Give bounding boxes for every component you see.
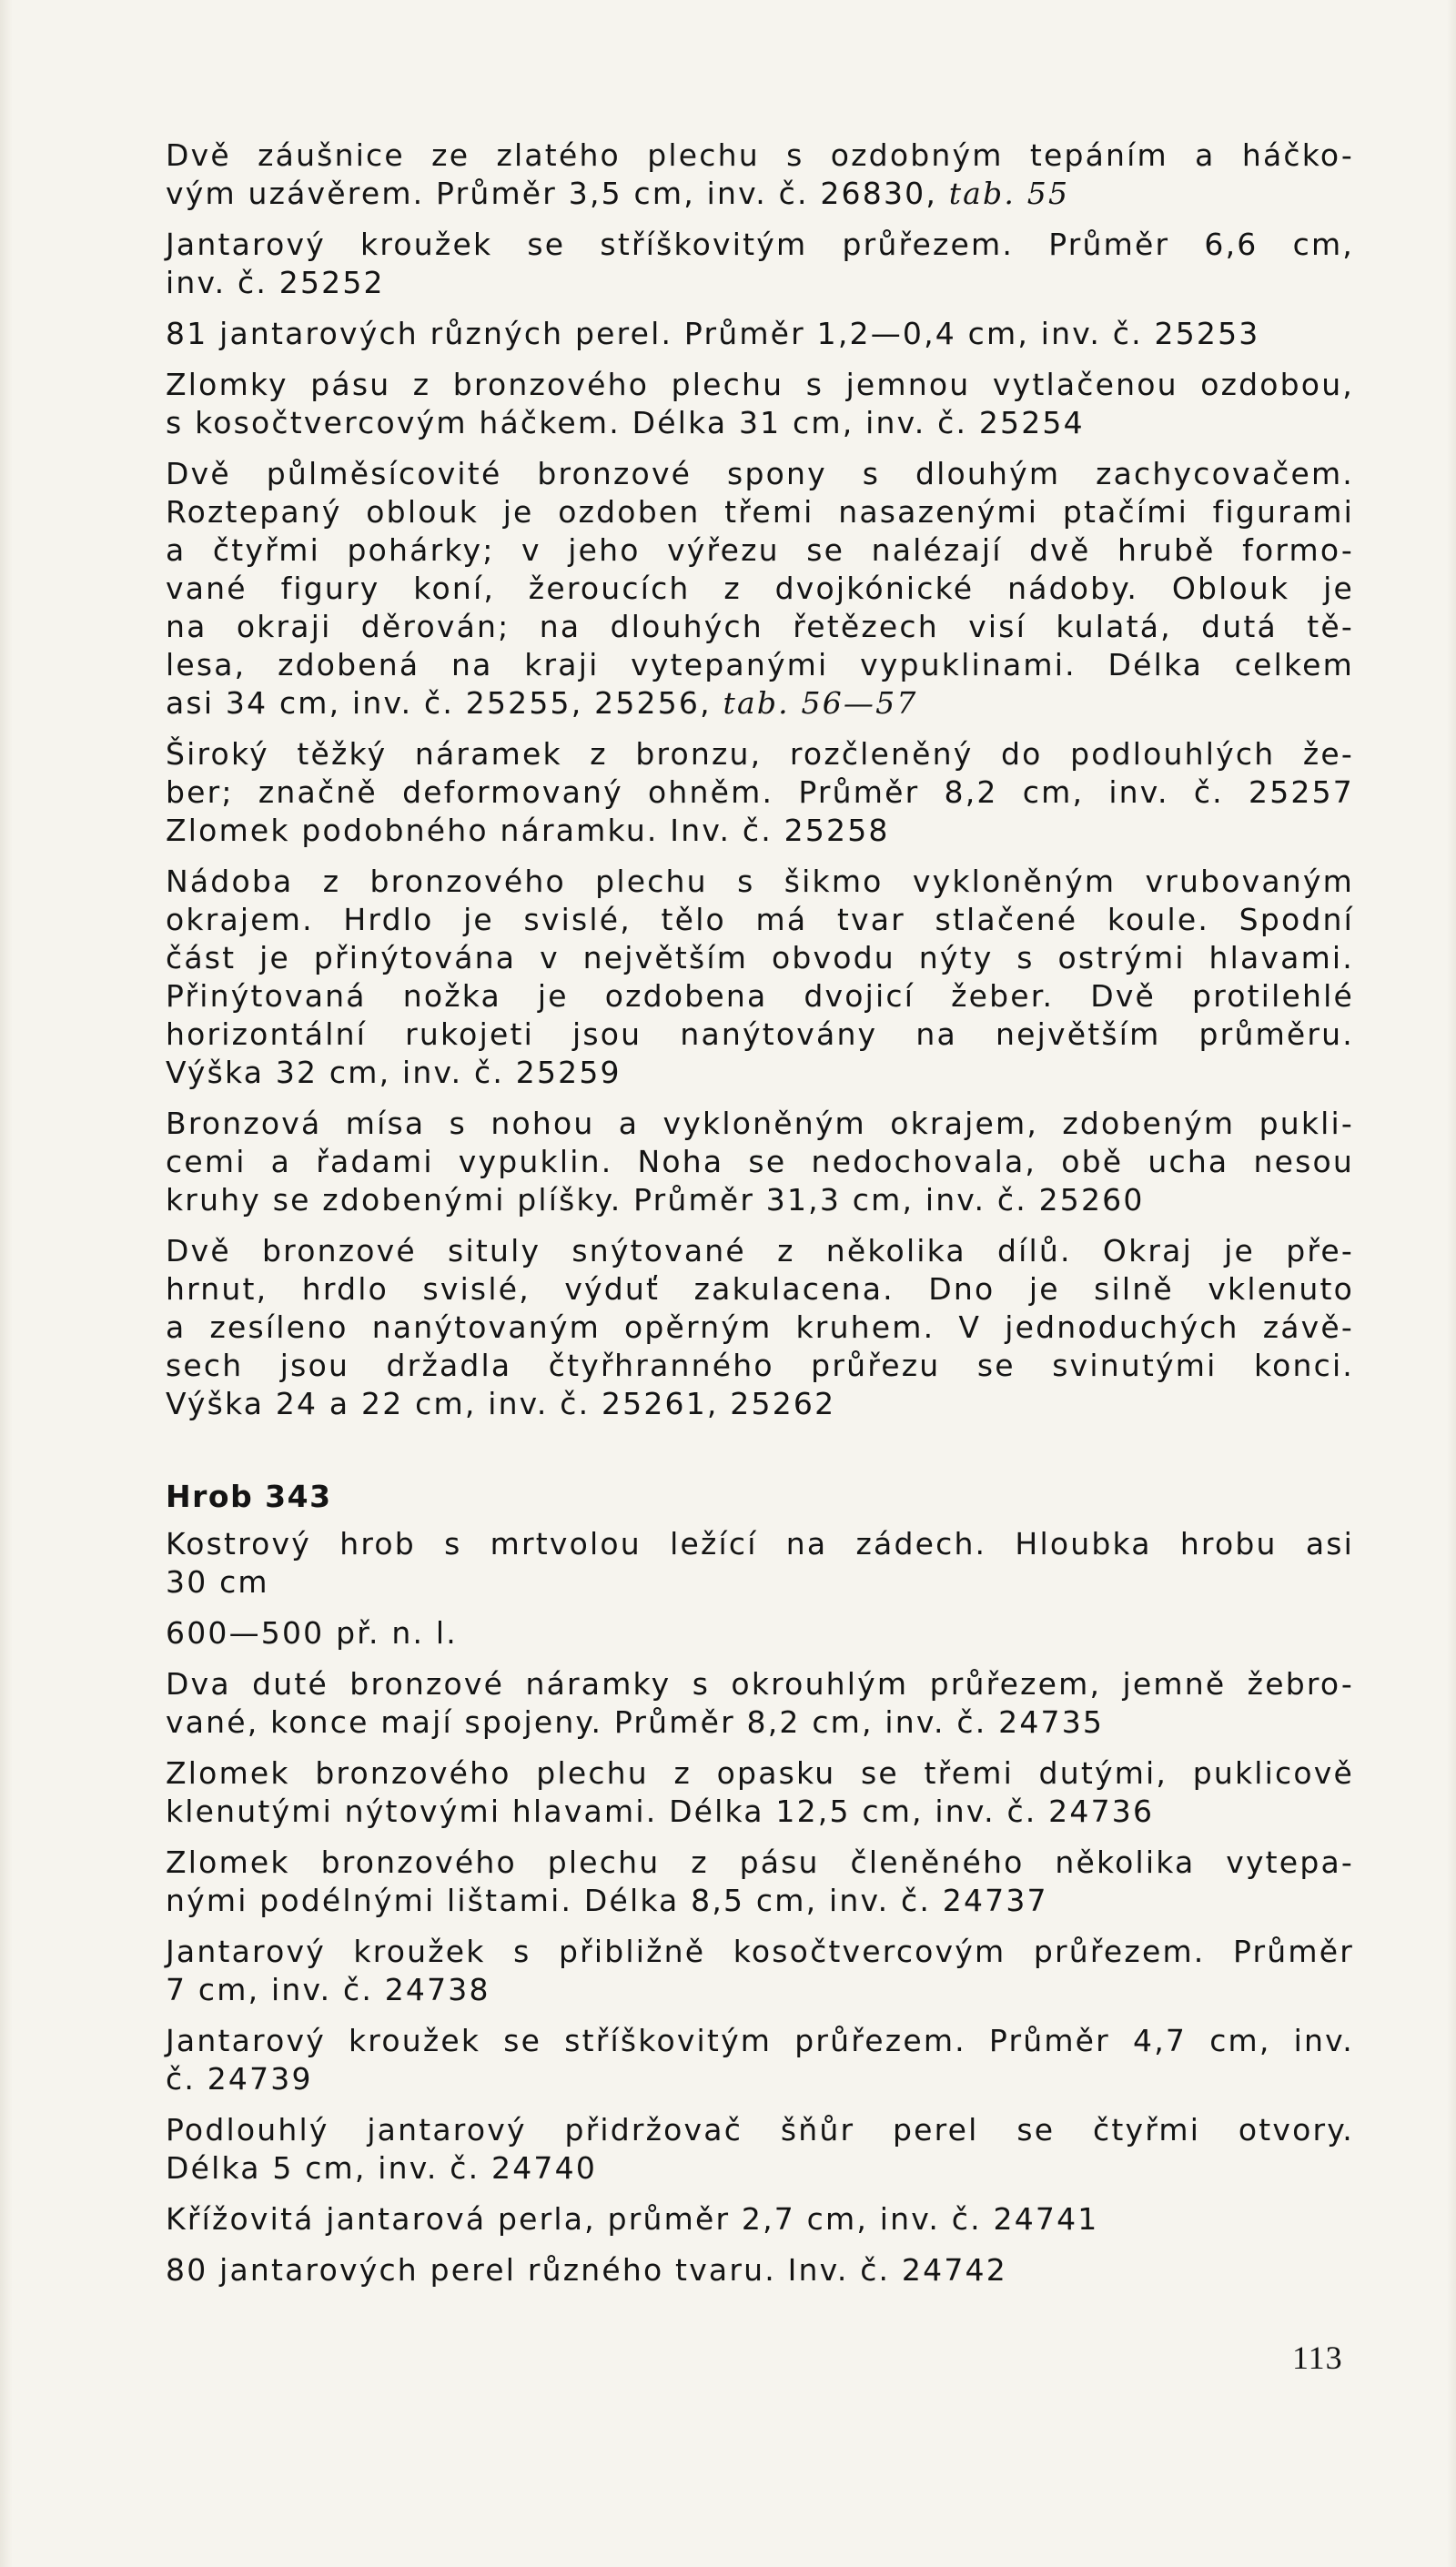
entry-line: 600—500 př. n. l. [166, 1615, 458, 1651]
page-number: 113 [1292, 2340, 1343, 2376]
plate-reference: tab. 56—57 [723, 685, 918, 721]
entry-line: Dvě záušnice ze zlatého plechu s ozdobným tepáním a háčko- [166, 137, 1354, 173]
page-text-block [166, 136, 1354, 2302]
entry-line: Výška 24 a 22 cm, inv. č. 25261, 25262 [166, 1386, 836, 1421]
catalog-entry [166, 1754, 1354, 1831]
entry-line: Široký těžký náramek z bronzu, rozčleněný do podlouhlých že- [166, 736, 1354, 772]
entry-line: sech jsou držadla čtyřhranného průřezu se svinutými konci. [166, 1348, 1354, 1383]
entry-line: horizontální rukojeti jsou nanýtovány na největším průměru. [166, 1016, 1354, 1052]
entry-line: nými podélnými lištami. Délka 8,5 cm, inv. č. 24737 [166, 1883, 1048, 1918]
entry-line: Dvě bronzové situly snýtované z několika dílů. Okraj je pře- [166, 1233, 1354, 1268]
entry-line: část je přinýtována v největším obvodu nýty s ostrými hlavami. [166, 940, 1354, 975]
entry-line: Křížovitá jantarová perla, průměr 2,7 cm, inv. č. 24741 [166, 2201, 1099, 2237]
entry-line: Zlomek bronzového plechu z opasku se třemi dutými, puklicově [166, 1755, 1354, 1791]
grave-heading: Hrob 343 [166, 1479, 332, 1514]
catalog-entry [166, 863, 1354, 1092]
entry-line: Jantarový kroužek se stříškovitým průřezem. Průměr 4,7 cm, inv. [166, 2023, 1354, 2058]
page-edge-right [1447, 0, 1456, 2567]
entry-line: asi 34 cm, inv. č. 25255, 25256, tab. 56—57 [166, 685, 918, 721]
catalog-entry [166, 1614, 1354, 1652]
catalog-entry [166, 735, 1354, 850]
entry-line: Dva duté bronzové náramky s okrouhlým průřezem, jemně žebro- [166, 1666, 1354, 1702]
entry-line: kruhy se zdobenými plíšky. Průměr 31,3 cm, inv. č. 25260 [166, 1182, 1145, 1218]
plate-reference: tab. 55 [948, 176, 1070, 211]
entry-line: 81 jantarových různých perel. Průměr 1,2—0,4 cm, inv. č. 25253 [166, 316, 1260, 351]
catalog-entry [166, 1665, 1354, 1742]
entry-line: Zlomek bronzového plechu z pásu členěného několika vytepa- [166, 1844, 1354, 1880]
entry-line: Dvě půlměsícovité bronzové spony s dlouhým zachycovačem. [166, 456, 1354, 491]
catalog-entry [166, 366, 1354, 442]
catalog-entry [166, 1525, 1354, 1602]
entry-line: Roztepaný oblouk je ozdoben třemi nasazenými ptačími figurami [166, 494, 1354, 530]
entry-line: Délka 5 cm, inv. č. 24740 [166, 2150, 598, 2186]
catalog-entry [166, 226, 1354, 302]
entry-line: hrnut, hrdlo svislé, výduť zakulacena. Dno je silně vklenuto [166, 1271, 1354, 1307]
entry-line: ber; značně deformovaný ohněm. Průměr 8,2 cm, inv. č. 25257 [166, 774, 1354, 810]
entry-line: okrajem. Hrdlo je svislé, tělo má tvar stlačené koule. Spodní [166, 902, 1354, 937]
entry-line: Nádoba z bronzového plechu s šikmo vykloněným vrubovaným [166, 864, 1354, 899]
entry-line: inv. č. 25252 [166, 265, 385, 300]
entry-line: Kostrový hrob s mrtvolou ležící na zádech. Hloubka hrobu asi [166, 1526, 1354, 1561]
entry-line: vané figury koní, žeroucích z dvojkónické nádoby. Oblouk je [166, 571, 1354, 606]
entry-line: vané, konce mají spojeny. Průměr 8,2 cm, inv. č. 24735 [166, 1704, 1105, 1740]
catalog-entry [166, 2022, 1354, 2098]
entry-line: vým uzávěrem. Průměr 3,5 cm, inv. č. 26830, tab. 55 [166, 176, 1070, 211]
page-edge-left [0, 0, 13, 2567]
entry-line: 30 cm [166, 1564, 269, 1600]
entry-line: č. 24739 [166, 2061, 313, 2097]
entry-line: Jantarový kroužek se stříškovitým průřezem. Průměr 6,6 cm, [166, 227, 1354, 262]
top-entries [166, 136, 1354, 1423]
entry-line: 80 jantarových perel různého tvaru. Inv. č. 24742 [166, 2252, 1007, 2288]
catalog-entry [166, 1105, 1354, 1219]
catalog-entry [166, 2251, 1354, 2289]
catalog-entry [166, 1844, 1354, 1920]
catalog-entry [166, 1933, 1354, 2009]
entry-line: Zlomky pásu z bronzového plechu s jemnou vytlačenou ozdobou, [166, 367, 1354, 402]
catalog-entry [166, 315, 1354, 353]
entry-line: a čtyřmi pohárky; v jeho výřezu se nalézají dvě hrubě formo- [166, 532, 1354, 568]
entry-line: Jantarový kroužek s přibližně kosočtvercovým průřezem. Průměr [166, 1934, 1354, 1969]
entry-line: Přinýtovaná nožka je ozdobena dvojicí žeber. Dvě protilehlé [166, 978, 1354, 1014]
catalog-entry [166, 1232, 1354, 1423]
entry-line: s kosočtvercovým háčkem. Délka 31 cm, inv. č. 25254 [166, 405, 1085, 440]
entry-line: klenutými nýtovými hlavami. Délka 12,5 cm, inv. č. 24736 [166, 1794, 1155, 1829]
entry-line: 7 cm, inv. č. 24738 [166, 1972, 490, 2007]
entry-line: Bronzová mísa s nohou a vykloněným okrajem, zdobeným pukli- [166, 1106, 1354, 1141]
catalog-entry [166, 2111, 1354, 2188]
catalog-entry [166, 2200, 1354, 2239]
entry-line: na okraji děrován; na dlouhých řetězech visí kulatá, dutá tě- [166, 609, 1354, 644]
entry-line: Výška 32 cm, inv. č. 25259 [166, 1055, 622, 1090]
entry-line: Zlomek podobného náramku. Inv. č. 25258 [166, 813, 890, 848]
grave-entries [166, 1525, 1354, 2289]
entry-line: Podlouhlý jantarový přidržovač šňůr perel se čtyřmi otvory. [166, 2112, 1354, 2148]
entry-line: a zesíleno nanýtovaným opěrným kruhem. V jednoduchých závě- [166, 1309, 1354, 1345]
catalog-entry [166, 455, 1354, 723]
entry-line: cemi a řadami vypuklin. Noha se nedochovala, obě ucha nesou [166, 1144, 1354, 1179]
entry-line: lesa, zdobená na kraji vytepanými vypuklinami. Délka celkem [166, 647, 1354, 682]
catalog-entry [166, 136, 1354, 213]
